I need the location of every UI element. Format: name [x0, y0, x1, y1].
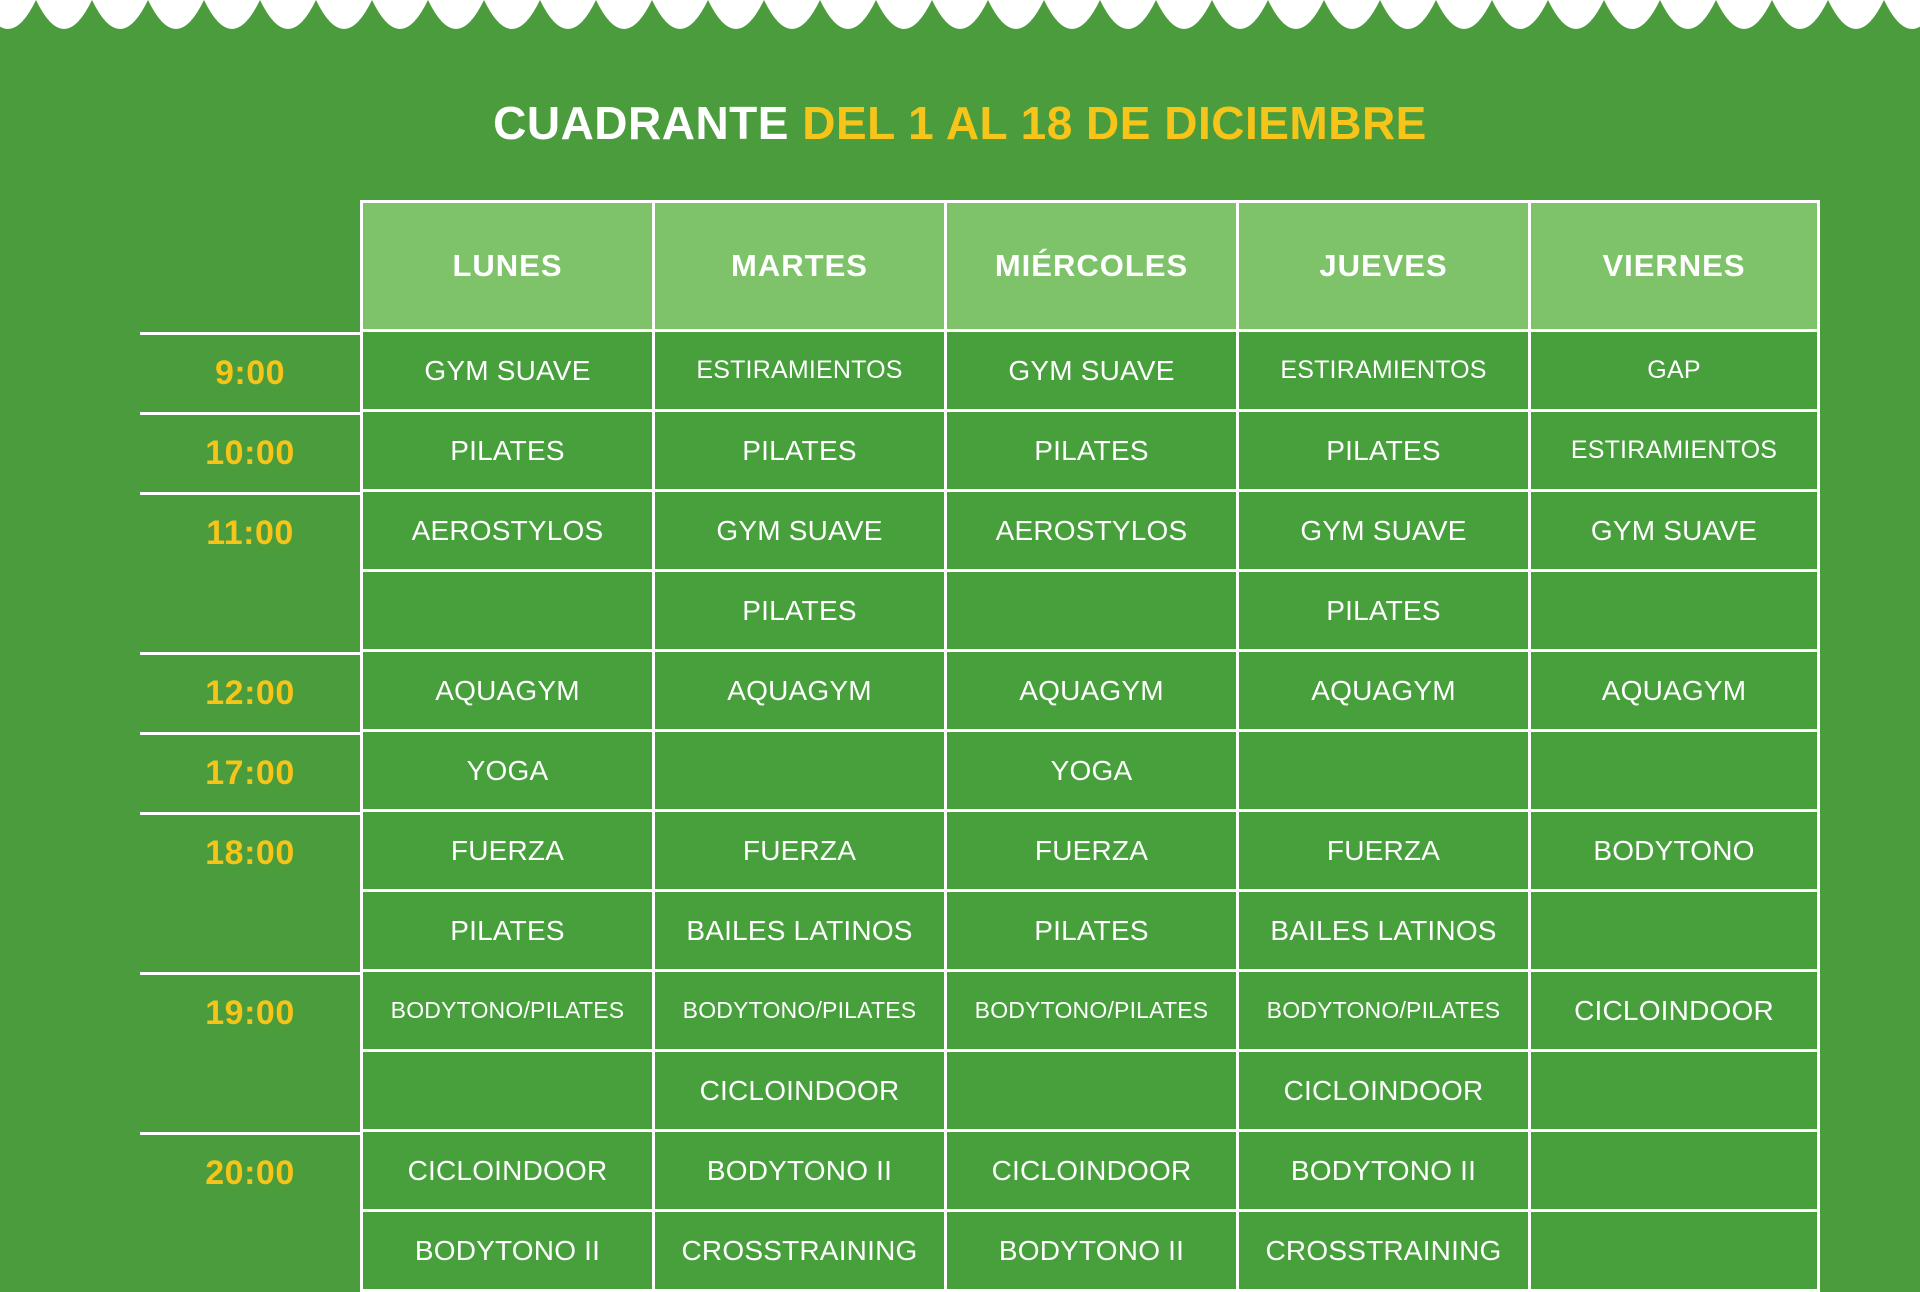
- day-header-martes: MARTES: [652, 200, 944, 332]
- class-cell-18-30-miercoles: PILATES: [944, 892, 1236, 972]
- hour-label-11-00: 11:00: [140, 492, 360, 572]
- class-cell-18-30-lunes: PILATES: [360, 892, 652, 972]
- hour-label-19-00: 19:00: [140, 972, 360, 1052]
- page-title-primary: CUADRANTE: [493, 97, 803, 149]
- class-cell-19-00-lunes: BODYTONO/PILATES: [360, 972, 652, 1052]
- class-cell-19-30-martes: CICLOINDOOR: [652, 1052, 944, 1132]
- day-header-viernes: VIERNES: [1528, 200, 1820, 332]
- class-cell-20-00-miercoles: CICLOINDOOR: [944, 1132, 1236, 1212]
- hour-label-blank-4: [140, 1212, 360, 1292]
- class-cell-20-30-viernes: [1528, 1212, 1820, 1292]
- schedule-sheet: [140, 200, 1820, 1292]
- class-cell-18-30-martes: BAILES LATINOS: [652, 892, 944, 972]
- class-cell-17-00-viernes: [1528, 732, 1820, 812]
- class-cell-10-00-miercoles: PILATES: [944, 412, 1236, 492]
- hour-label-10-00: 10:00: [140, 412, 360, 492]
- class-cell-11-30-lunes: [360, 572, 652, 652]
- class-cell-18-30-viernes: [1528, 892, 1820, 972]
- class-cell-12-00-jueves: AQUAGYM: [1236, 652, 1528, 732]
- hour-label-20-00: 20:00: [140, 1132, 360, 1212]
- table-row: [140, 972, 1820, 1052]
- day-header-lunes: LUNES: [360, 200, 652, 332]
- schedule-table: [140, 200, 1820, 1292]
- class-cell-17-00-miercoles: YOGA: [944, 732, 1236, 812]
- hour-label-blank-2: [140, 892, 360, 972]
- page-title-secondary: DEL 1 AL 18 DE DICIEMBRE: [802, 97, 1427, 149]
- class-cell-10-00-martes: PILATES: [652, 412, 944, 492]
- class-cell-9-00-jueves: ESTIRAMIENTOS: [1236, 332, 1528, 412]
- hour-label-blank-3: [140, 1052, 360, 1132]
- class-cell-20-00-lunes: CICLOINDOOR: [360, 1132, 652, 1212]
- class-cell-20-00-jueves: BODYTONO II: [1236, 1132, 1528, 1212]
- class-cell-19-30-lunes: [360, 1052, 652, 1132]
- table-row: [140, 1052, 1820, 1132]
- hour-label-12-00: 12:00: [140, 652, 360, 732]
- class-cell-20-30-martes: CROSSTRAINING: [652, 1212, 944, 1292]
- table-row: [140, 892, 1820, 972]
- day-header-jueves: JUEVES: [1236, 200, 1528, 332]
- hour-label-9-00: 9:00: [140, 332, 360, 412]
- class-cell-10-00-lunes: PILATES: [360, 412, 652, 492]
- class-cell-19-30-viernes: [1528, 1052, 1820, 1132]
- class-cell-19-00-miercoles: BODYTONO/PILATES: [944, 972, 1236, 1052]
- class-cell-19-00-jueves: BODYTONO/PILATES: [1236, 972, 1528, 1052]
- class-cell-12-00-miercoles: AQUAGYM: [944, 652, 1236, 732]
- class-cell-12-00-martes: AQUAGYM: [652, 652, 944, 732]
- class-cell-18-00-jueves: FUERZA: [1236, 812, 1528, 892]
- table-row: [140, 412, 1820, 492]
- class-cell-20-30-miercoles: BODYTONO II: [944, 1212, 1236, 1292]
- table-row: [140, 332, 1820, 412]
- class-cell-11-30-viernes: [1528, 572, 1820, 652]
- page-title: [0, 96, 1920, 150]
- class-cell-11-00-martes: GYM SUAVE: [652, 492, 944, 572]
- header-corner-spacer: [140, 200, 360, 332]
- class-cell-19-30-jueves: CICLOINDOOR: [1236, 1052, 1528, 1132]
- class-cell-11-00-lunes: AEROSTYLOS: [360, 492, 652, 572]
- class-cell-9-00-miercoles: GYM SUAVE: [944, 332, 1236, 412]
- table-row: [140, 652, 1820, 732]
- class-cell-9-00-lunes: GYM SUAVE: [360, 332, 652, 412]
- table-row: [140, 1132, 1820, 1212]
- class-cell-19-30-miercoles: [944, 1052, 1236, 1132]
- class-cell-11-30-jueves: PILATES: [1236, 572, 1528, 652]
- class-cell-20-30-jueves: CROSSTRAINING: [1236, 1212, 1528, 1292]
- class-cell-10-00-jueves: PILATES: [1236, 412, 1528, 492]
- hour-label-blank-1: [140, 572, 360, 652]
- class-cell-18-00-lunes: FUERZA: [360, 812, 652, 892]
- class-cell-12-00-lunes: AQUAGYM: [360, 652, 652, 732]
- class-cell-19-00-viernes: CICLOINDOOR: [1528, 972, 1820, 1052]
- class-cell-20-00-martes: BODYTONO II: [652, 1132, 944, 1212]
- class-cell-20-00-viernes: [1528, 1132, 1820, 1212]
- class-cell-9-00-martes: ESTIRAMIENTOS: [652, 332, 944, 412]
- hour-label-17-00: 17:00: [140, 732, 360, 812]
- table-row: [140, 812, 1820, 892]
- class-cell-19-00-martes: BODYTONO/PILATES: [652, 972, 944, 1052]
- class-cell-18-30-jueves: BAILES LATINOS: [1236, 892, 1528, 972]
- class-cell-17-00-jueves: [1236, 732, 1528, 812]
- table-row: [140, 572, 1820, 652]
- class-cell-11-30-miercoles: [944, 572, 1236, 652]
- table-row: [140, 1212, 1820, 1292]
- class-cell-20-30-lunes: BODYTONO II: [360, 1212, 652, 1292]
- hour-label-18-00: 18:00: [140, 812, 360, 892]
- table-row: [140, 732, 1820, 812]
- class-cell-11-00-jueves: GYM SUAVE: [1236, 492, 1528, 572]
- class-cell-18-00-martes: FUERZA: [652, 812, 944, 892]
- class-cell-18-00-miercoles: FUERZA: [944, 812, 1236, 892]
- scalloped-top-border: [0, 0, 1920, 70]
- class-cell-9-00-viernes: GAP: [1528, 332, 1820, 412]
- class-cell-10-00-viernes: ESTIRAMIENTOS: [1528, 412, 1820, 492]
- class-cell-11-30-martes: PILATES: [652, 572, 944, 652]
- class-cell-18-00-viernes: BODYTONO: [1528, 812, 1820, 892]
- table-header-row: [140, 200, 1820, 332]
- class-cell-11-00-viernes: GYM SUAVE: [1528, 492, 1820, 572]
- class-cell-17-00-lunes: YOGA: [360, 732, 652, 812]
- day-header-miercoles: MIÉRCOLES: [944, 200, 1236, 332]
- class-cell-11-00-miercoles: AEROSTYLOS: [944, 492, 1236, 572]
- class-cell-17-00-martes: [652, 732, 944, 812]
- table-row: [140, 492, 1820, 572]
- class-cell-12-00-viernes: AQUAGYM: [1528, 652, 1820, 732]
